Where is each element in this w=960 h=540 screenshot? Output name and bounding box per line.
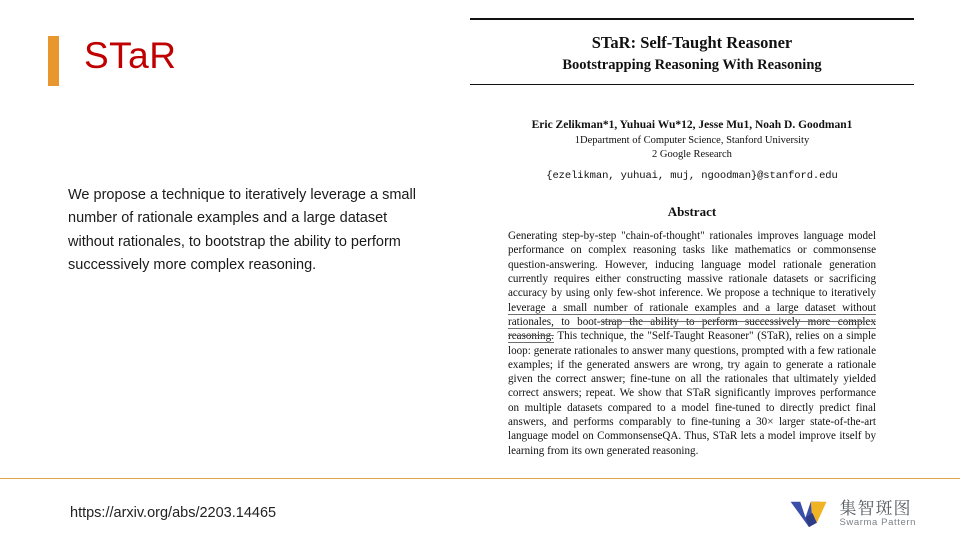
abstract-text-part-2: This technique, the "Self-Taught Reasoner" (STaR), relies on a simple loop: generate rationales to answer many questions, prompted with a few rationale examples; if the generated answers are wrong, try again to generate a rationale given the correct answer; fine-tune on all the rationales that ultimately yielded correct answers; repeat. We show that STaR significantly improves performance on multiple datasets compared to a model fine-tuned to directly predict final answers, and performs comparably to fine-tuning a 30× larger state-of-the-art language model on CommonsenseQA. Thus, STaR lets a model improve itself by learning from its own generated reasoning. [508, 330, 876, 457]
logo-text-en: Swarma Pattern [839, 517, 916, 529]
slide-body-text: We propose a technique to iteratively leverage a small number of rationale examples and a large dataset without rationales, to bootstrap the ability to perform successively more complex reasoning. [68, 187, 416, 274]
abstract-highlight-1: leverage a small number of rationale examples and a large dataset without rationales, to boot- [508, 301, 876, 328]
paper-affiliation-2: 2 Google Research [652, 149, 732, 160]
logo-text-block [839, 500, 916, 529]
paper-bottom-rule [470, 84, 914, 85]
paper-title: STaR: Self-Taught Reasoner [591, 33, 793, 52]
title-accent-bar [48, 36, 59, 86]
paper-affiliation-1: 1Department of Computer Science, Stanford University [574, 134, 810, 146]
footer-divider [0, 478, 960, 479]
page-title: STaR [84, 35, 177, 76]
paper-email: {ezelikman, yuhuai, muj, ngoodman}@stanford.edu [546, 170, 838, 183]
paper-authors: Eric Zelikman*1, Yuhuai Wu*12, Jesse Mu1, Noah D. Goodman1 [531, 118, 853, 131]
abstract-heading: Abstract [667, 204, 717, 220]
paper-screenshot [462, 8, 922, 464]
abstract-body [508, 229, 876, 458]
brand-logo [788, 498, 916, 530]
abstract-highlight-2: strap the ability to perform successively more complex reasoning. [508, 315, 876, 343]
paper-top-rule [470, 18, 914, 20]
abstract-text-part-1: Generating step-by-step "chain-of-thought" rationales improves language model performance on complex reasoning tasks like mathematics or commonsense question-answering. However, inducing language model rationale generation currently requires either constructing massive rationale datasets or sacrificing accuracy by using only few-shot inference. We propose a technique to iteratively [508, 230, 876, 300]
paper-url-link[interactable]: https://arxiv.org/abs/2203.14465 [70, 505, 277, 521]
logo-text-cn: 集智斑图 [839, 498, 912, 518]
swarma-logo-icon [788, 498, 830, 530]
paper-subtitle: Bootstrapping Reasoning With Reasoning [562, 57, 822, 74]
